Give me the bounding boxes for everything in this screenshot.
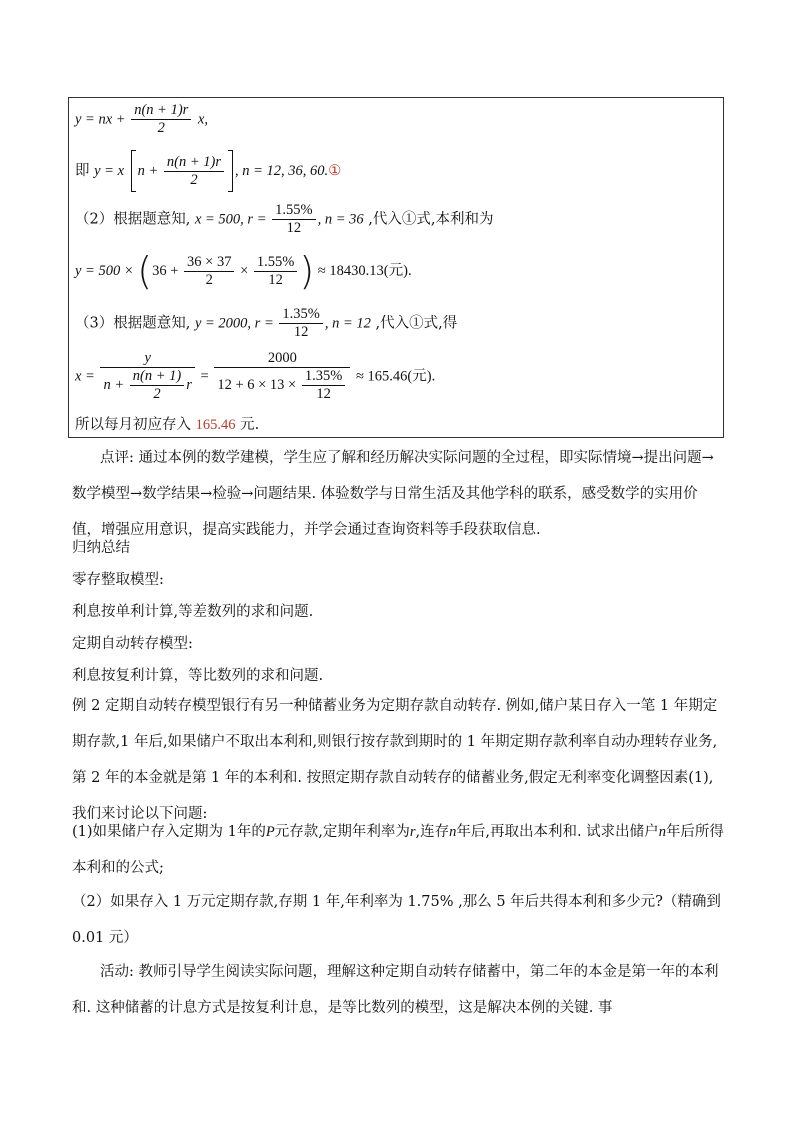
formula-line-6 <box>75 350 435 403</box>
label-text: 即 <box>75 163 95 179</box>
numerator: 1.35% <box>279 306 322 324</box>
formula-text: ≈ 165.46(元). <box>352 368 436 385</box>
denominator: 2 <box>157 120 165 136</box>
denominator: 2 <box>153 386 161 402</box>
model-2-desc: 利息按复利计算，等比数列的求和问题. <box>72 668 324 684</box>
model-1-title: 零存整取模型: <box>72 572 164 588</box>
denominator: 2 <box>205 271 213 288</box>
formula-text: , n = 12, 36, 60. <box>235 163 329 179</box>
denominator: 12 <box>268 271 283 288</box>
left-paren: ( <box>137 249 153 293</box>
formula-text: = <box>196 368 213 385</box>
comment-paragraph: 点评: 通过本例的数学建模，学生应了解和经历解决实际问题的全过程，即实际情境→提出问题→数学模型→数学结果→检验→问题结果. 体验数学与日常生活及其他学科的联系，感受数学的实用价值，增强应用意识，提高实践能力，并学会通过查询资料等手段获取信息. <box>72 450 714 538</box>
question-text: 年后,再取出本利和. 试求出储户 <box>456 824 659 840</box>
formula-text: y = 500 × <box>75 263 138 279</box>
activity-paragraph: 活动: 教师引导学生阅读实际问题，理解这种定期自动转存储蓄中，第二年的本金是第一年的本利和. 这种储蓄的计息方式是按复利计息，是等比数列的模型，这是解决本例的关键. 事 <box>72 964 719 1016</box>
formula-line-4 <box>75 249 412 293</box>
formula-text: y = nx + <box>75 111 130 128</box>
question-1 <box>72 814 724 886</box>
formula-text: y = x <box>94 163 125 179</box>
label-text: （2）根据题意知, <box>75 211 195 228</box>
left-bracket <box>131 150 136 192</box>
numerator: n(n + 1)r <box>164 154 224 172</box>
fraction <box>254 254 297 289</box>
formula-text: r <box>186 376 192 393</box>
numerator: 1.55% <box>272 202 315 220</box>
variable-r: r <box>409 824 416 840</box>
denominator: 12 <box>286 220 302 236</box>
denominator: 12 <box>316 386 331 402</box>
formula-text: y = 2000, r = <box>194 315 278 332</box>
numerator: 1.55% <box>254 254 297 272</box>
label-text: 所以每月初应存入 <box>75 417 196 433</box>
numerator: 2000 <box>214 350 350 368</box>
label-text: ,代入①式,得 <box>370 315 458 332</box>
question-text: 年后所得本利和的公式; <box>72 824 724 876</box>
formula-text: 36 + <box>152 263 183 279</box>
denominator: 12 <box>293 324 309 340</box>
numerator: n(n + 1) <box>130 368 184 386</box>
right-paren: ) <box>299 249 315 293</box>
right-bracket <box>228 150 233 192</box>
denominator <box>100 368 194 403</box>
formula-text: ≈ 18430.13(元). <box>314 263 412 279</box>
denominator: 2 <box>190 171 198 188</box>
question-text: ,连存 <box>415 824 450 840</box>
answer-value: 165.46 <box>195 417 236 433</box>
denominator <box>214 368 350 403</box>
formula-text: , n = 36 <box>317 211 364 228</box>
formula-text: n + <box>103 376 128 393</box>
solution-box <box>68 97 724 438</box>
formula-text: x = <box>75 368 99 385</box>
numerator: n(n + 1)r <box>131 102 191 120</box>
formula-text: x, <box>197 111 208 128</box>
formula-line-5 <box>75 306 457 341</box>
formula-text: x = 500, r = <box>194 211 271 228</box>
formula-text: , n = 12 <box>324 315 371 332</box>
question-text: 元存款,定期年利率为 <box>274 824 410 840</box>
formula-line-1 <box>75 102 208 137</box>
complex-fraction <box>214 350 350 403</box>
fraction <box>131 102 191 137</box>
example-2-paragraph: 例 2 定期自动转存模型银行有另一种储蓄业务为定期存款自动转存. 例如,储户某日存入一笔 1 年期定期存款,1 年后,如果储户不取出本利和,则银行按存款到期时的 1 年期定期存款利率自动办理转存业务,第 2 年的本金就是第 1 年的本利和. 按照定期存款自动转存的储蓄业务,假定无利率变化调整因素(1),我们来讨论以下问题: <box>72 698 718 822</box>
model-1-desc: 利息按单利计算,等差数列的求和问题. <box>72 604 314 620</box>
label-text: （3）根据题意知, <box>75 315 195 332</box>
fraction <box>164 154 224 189</box>
numerator: y <box>100 350 194 368</box>
formula-line-7 <box>75 416 259 434</box>
label-text: 元. <box>235 417 260 433</box>
complex-fraction <box>100 350 194 403</box>
question-text: (1)如果储户存入定期为 1年的 <box>72 824 266 840</box>
circled-mark: ① <box>328 163 342 179</box>
model-2-title: 定期自动转存模型: <box>72 636 193 652</box>
summary-heading: 归纳总结 <box>72 540 130 556</box>
fraction <box>302 368 345 403</box>
question-2: （2）如果存入 1 万元定期存款,存期 1 年,年利率为 1.75% ,那么 5 年后共得本利和多少元?（精确到 0.01 元） <box>72 894 721 946</box>
fraction <box>279 306 322 341</box>
formula-text: 12 + 6 × 13 × <box>217 376 300 393</box>
fraction <box>130 368 184 403</box>
label-text: ,代入①式,本利和为 <box>363 211 494 228</box>
formula-text: n + <box>137 163 162 179</box>
variable-p: P <box>265 824 275 840</box>
fraction <box>184 254 234 289</box>
variable-n: n <box>449 824 457 840</box>
numerator: 1.35% <box>302 368 345 386</box>
formula-line-2 <box>75 150 341 192</box>
numerator: 36 × 37 <box>184 254 234 272</box>
variable-n: n <box>658 824 666 840</box>
formula-line-3 <box>75 202 493 237</box>
fraction <box>272 202 315 237</box>
formula-text: × <box>236 263 252 279</box>
